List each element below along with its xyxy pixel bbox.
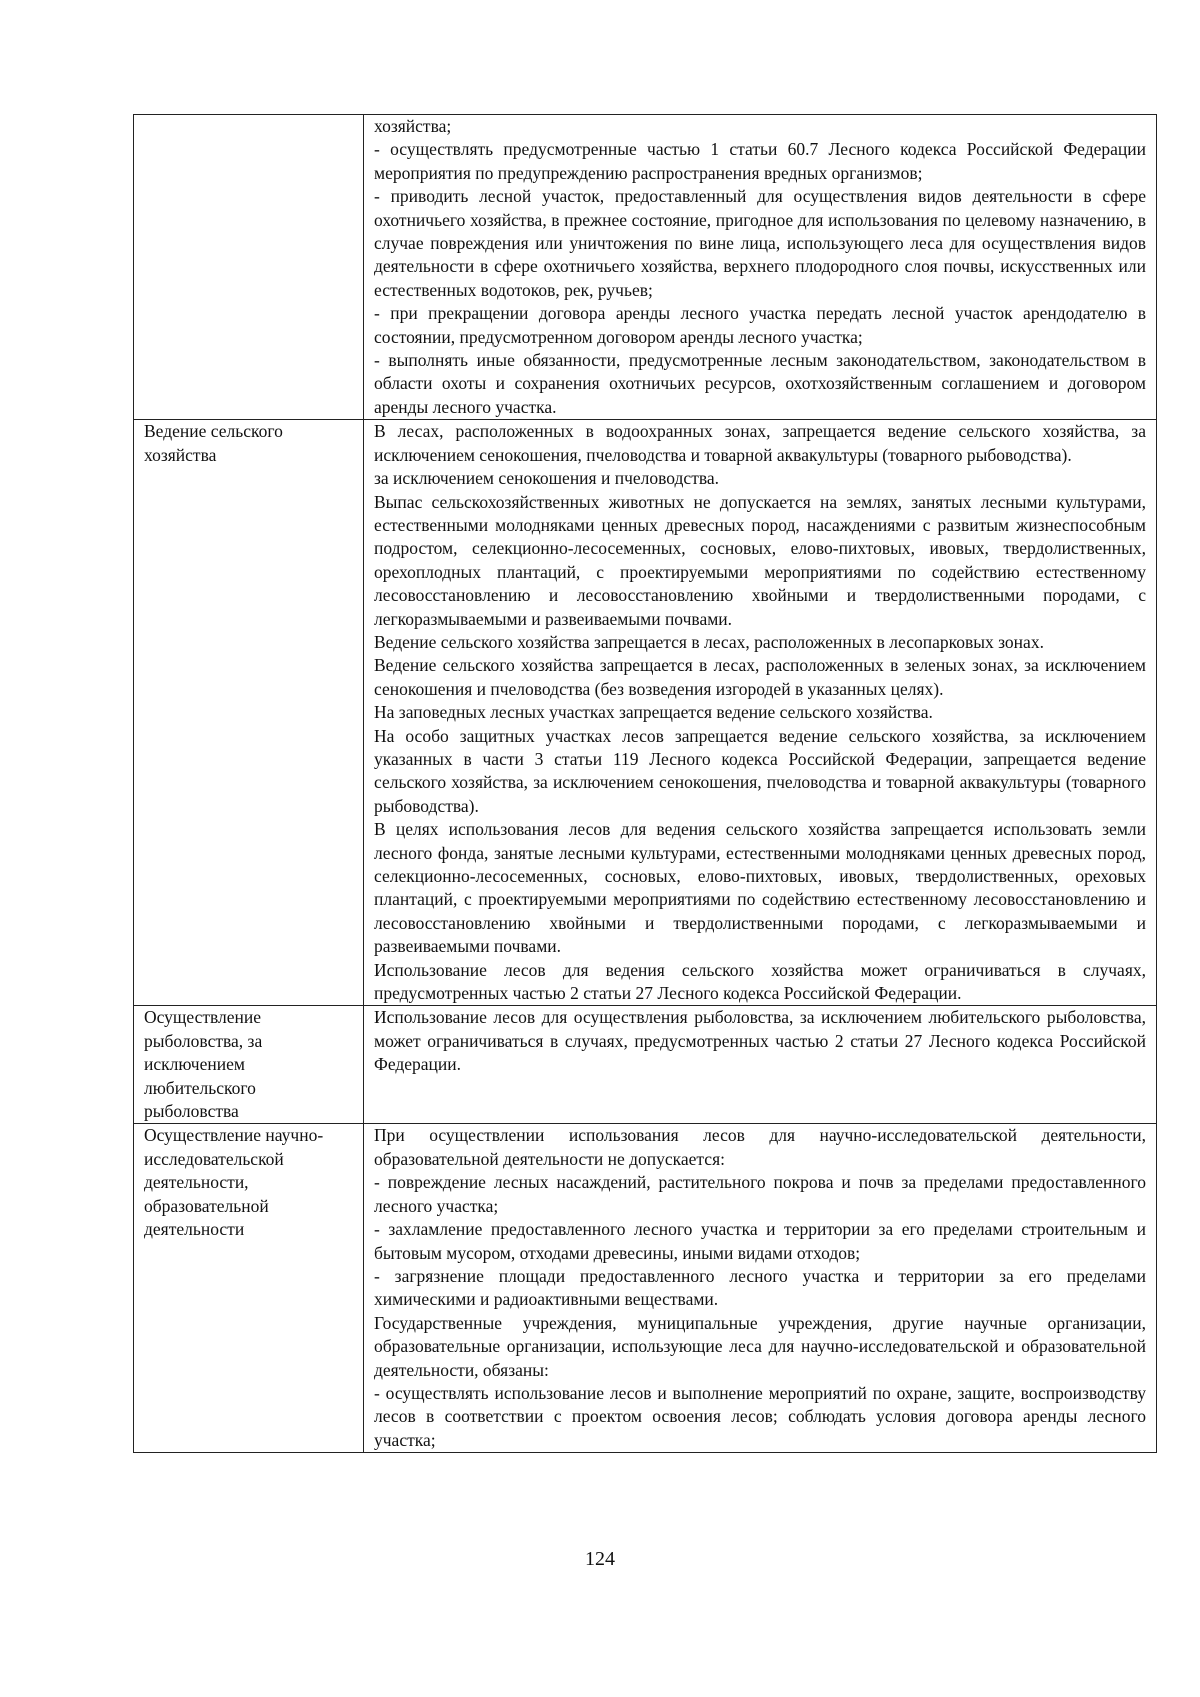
paragraph: Использование лесов для осуществления рыболовства, за исключением любительского рыболовства, может ограничиваться в случаях, предусмотренных частью 2 статьи 27 Лесного кодекса Российской Федерации.	[374, 1007, 1146, 1075]
paragraph: В лесах, расположенных в водоохранных зонах, запрещается ведение сельского хозяйства, за исключением сенокошения, пчеловодства и товарной аквакультуры (товарного рыбоводства).	[374, 421, 1146, 465]
paragraph: Ведение сельского хозяйства запрещается в лесах, расположенных в зеленых зонах, за исключением сенокошения и пчеловодства (без возведения изгородей в указанных целях).	[374, 655, 1146, 699]
table-row	[134, 115, 1157, 420]
requirements-cell	[364, 115, 1157, 420]
activity-cell: Осуществление научно-исследовательской деятельности, образовательной деятельности	[134, 1124, 364, 1453]
paragraph: На особо защитных участках лесов запрещается ведение сельского хозяйства, за исключением указанных в части 3 статьи 119 Лесного кодекса Российской Федерации, запрещается ведение сельского хозяйства, за исключением сенокошения, пчеловодства и товарной аквакультуры (товарного рыбоводства).	[374, 725, 1146, 816]
paragraph: Использование лесов для ведения сельского хозяйства может ограничиваться в случаях, предусмотренных частью 2 статьи 27 Лесного кодекса Российской Федерации.	[374, 959, 1146, 1004]
paragraph: за исключением сенокошения и пчеловодства.	[374, 468, 720, 489]
forest-use-table	[133, 114, 1157, 1453]
page-number: 124	[585, 1548, 615, 1570]
table-row	[134, 420, 1157, 1006]
activity-cell	[134, 115, 364, 420]
paragraph: - захламление предоставленного лесного участка и территории за его пределами строительным и бытовым мусором, отходами древесины, иными видами отходов;	[374, 1219, 1146, 1263]
paragraph: При осуществлении использования лесов для научно-исследовательской деятельности, образовательной деятельности не допускается:	[374, 1125, 1146, 1169]
paragraph: - повреждение лесных насаждений, растительного покрова и почв за пределами предоставленного лесного участка;	[374, 1172, 1146, 1216]
table-row	[134, 1124, 1157, 1453]
paragraph: Ведение сельского хозяйства запрещается в лесах, расположенных в лесопарковых зонах.	[374, 631, 1044, 652]
paragraph: В целях использования лесов для ведения сельского хозяйства запрещается использовать земли лесного фонда, занятые лесными культурами, естественными молодняками ценных древесных пород, селекционно-лесосеменных, сосновых, елово-пихтовых, ивовых, твердолиственных, ореховых плантаций, с проектируемыми мероприятиями по содействию естественному лесовосстановлению и лесовосстановлению хвойными и твердолиственными породами, с легкоразмываемыми и развеиваемыми почвами.	[374, 819, 1146, 957]
paragraph: - выполнять иные обязанности, предусмотренные лесным законодательством, законодательством в области охоты и сохранения охотничьих ресурсов, охотхозяйственным соглашением и договором аренды лесного участка.	[374, 350, 1146, 417]
table-row	[134, 1006, 1157, 1124]
paragraph: На заповедных лесных участках запрещается ведение сельского хозяйства.	[374, 702, 933, 723]
activity-cell: Осуществление рыболовства, за исключением любительского рыболовства	[134, 1006, 364, 1124]
paragraph: - при прекращении договора аренды лесного участка передать лесной участок арендодателю в состоянии, предусмотренном договором аренды лесного участка;	[374, 303, 1146, 347]
requirements-cell	[364, 1124, 1157, 1453]
requirements-cell	[364, 1006, 1157, 1124]
requirements-cell	[364, 420, 1157, 1006]
paragraph: - осуществлять использование лесов и выполнение мероприятий по охране, защите, воспроизводству лесов в соответствии с проектом освоения лесов; соблюдать условия договора аренды лесного участка;	[374, 1382, 1146, 1450]
activity-cell: Ведение сельского хозяйства	[134, 420, 364, 1006]
paragraph: Выпас сельскохозяйственных животных не допускается на землях, занятых лесными культурами, естественными молодняками ценных древесных пород, насаждениями с развитым жизнеспособным подростом, селекционно-лесосеменных, сосновых, елово-пихтовых, ивовых, твердолиственных, орехоплодных плантаций, с проектируемыми мероприятиями по содействию естественному лесовосстановлению и лесовосстановлению хвойными и твердолиственными породами, с легкоразмываемыми и развеиваемыми почвами.	[374, 491, 1146, 629]
paragraph: - загрязнение площади предоставленного лесного участка и территории за его пределами химическими и радиоактивными веществами.	[374, 1265, 1146, 1310]
paragraph: - приводить лесной участок, предоставленный для осуществления видов деятельности в сфере охотничьего хозяйства, в прежнее состояние, пригодное для использования по целевому назначению, в случае повреждения или уничтожения по вине лица, использующего леса для осуществления видов деятельности в сфере охотничьего хозяйства, верхнего плодородного слоя почвы, искусственных или естественных водотоков, рек, ручьев;	[374, 186, 1146, 300]
paragraph: хозяйства;	[374, 116, 452, 136]
paragraph: - осуществлять предусмотренные частью 1 статьи 60.7 Лесного кодекса Российской Федерации мероприятия по предупреждению распространения вредных организмов;	[374, 139, 1146, 183]
paragraph: Государственные учреждения, муниципальные учреждения, другие научные организации, образовательные организации, использующие леса для научно-исследовательской и образовательной деятельности, обязаны:	[374, 1312, 1146, 1380]
